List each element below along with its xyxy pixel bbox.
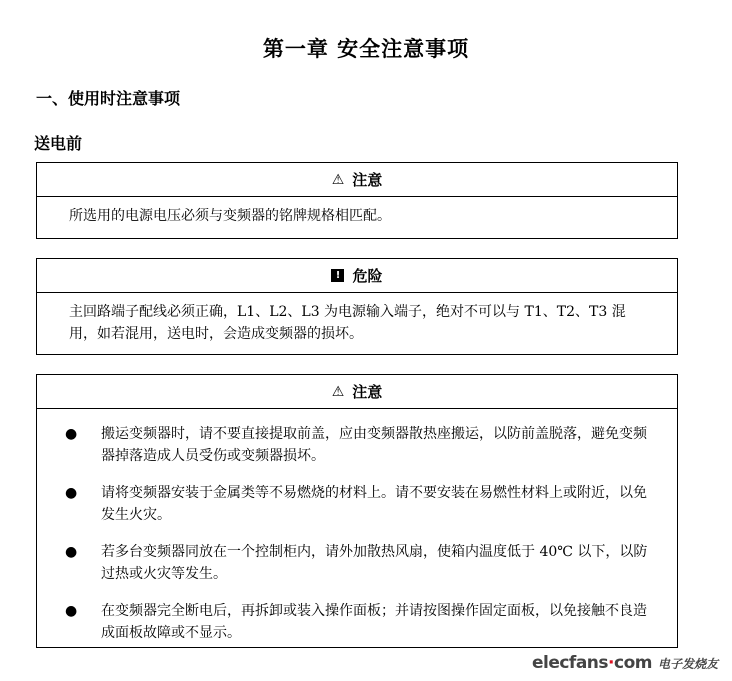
list-item-text: 搬运变频器时，请不要直接提取前盖，应由变频器散热座搬运，以防前盖脱落，避免变频器掉落造成人员受伤或变频器损坏。 <box>101 426 647 464</box>
chapter-title: 第一章 安全注意事项 <box>262 37 470 61</box>
warning-triangle-icon: ⚠ <box>331 383 345 400</box>
watermark-chinese: 电子发烧友 <box>657 657 718 671</box>
watermark-logo-part: com <box>614 653 652 673</box>
caution-label: 注意 <box>352 171 383 189</box>
caution-box-power-voltage <box>36 162 678 239</box>
watermark-logo <box>532 653 652 673</box>
caution-box-header <box>37 375 677 409</box>
caution-box-installation <box>36 374 678 648</box>
list-item-text: 若多台变频器同放在一个控制柜内，请外加散热风扇，使箱内温度低于 40℃ 以下，以防过热或火灾等发生。 <box>101 544 648 582</box>
danger-text: 主回路端子配线必须正确，L1、L2、L3 为电源输入端子，绝对不可以与 T1、T2、T3 混用，如若混用，送电时，会造成变频器的损坏。 <box>69 304 626 342</box>
danger-box-header <box>37 259 677 293</box>
caution-bullet-list <box>37 409 677 644</box>
subsection-heading: 送电前 <box>34 134 83 153</box>
bullet-icon: ● <box>65 485 78 501</box>
site-watermark <box>532 653 718 673</box>
caution-text: 所选用的电源电压必须与变频器的铭牌规格相匹配。 <box>69 208 391 224</box>
watermark-logo-dot: · <box>608 653 614 673</box>
caution-label: 注意 <box>352 383 383 401</box>
danger-square-icon: ! <box>331 269 344 282</box>
caution-box-header <box>37 163 677 197</box>
watermark-logo-part: elecfans <box>531 653 609 673</box>
danger-label: 危险 <box>352 267 383 285</box>
list-item-text: 请将变频器安装于金属类等不易燃烧的材料上。请不要安装在易燃性材料上或附近，以免发生火灾。 <box>101 485 647 523</box>
list-item <box>65 482 651 526</box>
bullet-icon: ● <box>65 426 78 442</box>
list-item-text: 在变频器完全断电后，再拆卸或装入操作面板；并请按图操作固定面板，以免接触不良造成面板故障或不显示。 <box>101 603 647 641</box>
section-heading: 一、使用时注意事项 <box>36 89 181 108</box>
danger-box-wiring <box>36 258 678 355</box>
bullet-icon: ● <box>65 544 78 560</box>
bullet-icon: ● <box>65 603 78 619</box>
list-item <box>65 541 651 585</box>
list-item <box>65 600 651 644</box>
list-item <box>65 423 651 467</box>
warning-triangle-icon: ⚠ <box>331 171 345 188</box>
